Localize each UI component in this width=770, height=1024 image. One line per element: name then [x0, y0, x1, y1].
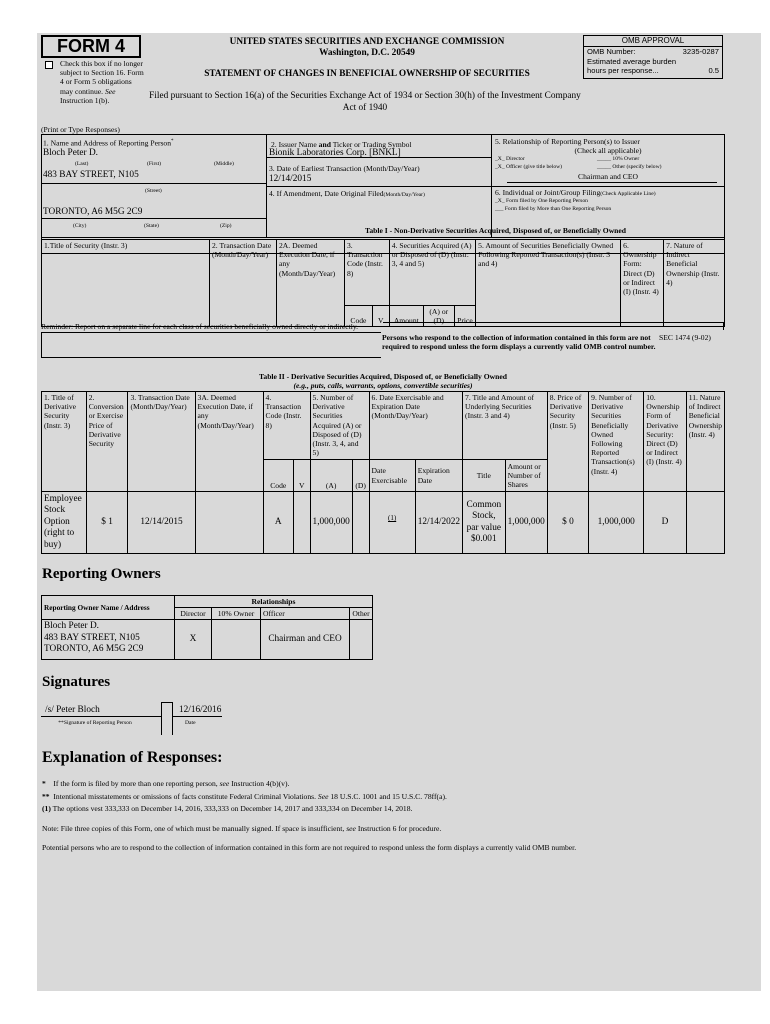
officer-option: _X_ Officer (give title below): [495, 164, 563, 170]
table2-col10-header: 10. Ownership Form of Derivative Security: Direct (D) or Indirect (I) (Instr. 4): [644, 392, 686, 492]
table1-col5-header: 5. Amount of Securities Beneficially Owned Following Reported Transaction(s) (Instr. 3 and 4): [476, 240, 621, 327]
reporting-person-label: 1. Name and Address of Reporting Person*: [43, 138, 174, 148]
table1-price: Price: [454, 306, 475, 327]
see-label: See: [104, 86, 116, 96]
earliest-transaction-label: 3. Date of Earliest Transaction (Month/Day/Year): [269, 164, 420, 173]
option-deemed-date: [195, 492, 263, 554]
option-disposed: [352, 492, 369, 554]
owner-name-header: Reporting Owner Name / Address: [42, 596, 175, 620]
issuer-name: Bionik Laboratories Corp. [BNKL]: [269, 148, 401, 158]
table2-title-sub: Title: [463, 460, 506, 492]
table2-amount-sub: Amount or Number of Shares: [505, 460, 547, 492]
table2-exp: Expiration Date: [415, 460, 462, 492]
reporting-owners-table: [41, 595, 373, 660]
option-v: [293, 492, 310, 554]
table2-col3-header: 3. Transaction Date (Month/Day/Year): [128, 392, 195, 492]
check-box-text: Check this box if no longer subject to Section 16. Form 4 or Form 5 obligations may continue.: [60, 59, 144, 96]
signature-value: /s/ Peter Bloch: [45, 705, 100, 715]
first-label: (First): [147, 161, 161, 167]
table2-col11-header: 11. Nature of Indirect Beneficial Ownership (Instr. 4): [686, 392, 724, 492]
option-title: Employee Stock Option (right to buy): [42, 492, 87, 554]
signature-date: 12/16/2016: [179, 705, 222, 715]
table1-col3-header: 3. Transaction Code (Instr. 8): [345, 240, 390, 306]
table1-col2a-header: 2A. Deemed Execution Date, if any (Month/Day/Year): [277, 240, 345, 327]
reporting-owners-heading: Reporting Owners: [42, 566, 161, 582]
table2-col2-header: 2. Conversion or Exercise Price of Derivative Security: [86, 392, 128, 492]
director-mark: _X_: [495, 156, 505, 162]
footnote-1-link[interactable]: (1): [388, 514, 397, 523]
option-exercisable-cell: [369, 492, 415, 554]
persons-notice: Persons who respond to the collection of information contained in this form are not required to respond unless the form displays a currently valid OMB control number.: [382, 333, 656, 352]
other-header: Other: [350, 608, 373, 620]
form-title: FORM 4: [56, 36, 125, 56]
table1-amount: Amount: [389, 306, 423, 327]
omb-approval-box: [583, 35, 723, 79]
owned-following: 1,000,000: [589, 492, 644, 554]
reporting-person-name: Bloch Peter D.: [43, 148, 98, 158]
explanation-line3: (1) The options vest 333,333 on December 14, 2016, 333,333 on December 14, 2017 and 333,334 on December 14, 2018.: [42, 804, 413, 813]
table2-col9-header: 9. Number of Derivative Securities Beneficially Owned Following Reported Transaction(s) (Instr. 4): [589, 392, 644, 492]
table1-col2-header: 2. Transaction Date (Month/Day/Year): [210, 240, 277, 327]
zip-label: (Zip): [220, 223, 232, 229]
table2-row: [42, 492, 725, 554]
owner-officer: Chairman and CEO: [261, 620, 350, 660]
underlying-title: Common Stock, par value $0.001: [463, 492, 506, 554]
omb-hours-value: 0.5: [708, 66, 719, 75]
relationship-check-label: (Check all applicable): [574, 146, 642, 155]
owner-name: Bloch Peter D.: [44, 621, 99, 632]
table2-code: Code: [263, 460, 293, 492]
omb-number-row: [584, 47, 722, 57]
relationship-label: 5. Relationship of Reporting Person(s) to Issuer: [495, 137, 640, 146]
explanation-line2: ** Intentional misstatements or omissions of facts constitute Federal Criminal Violations. See 18 U.S.C. 1001 and 15 U.S.C. 78ff(a).: [42, 792, 447, 801]
asterisk-note: *: [171, 139, 174, 144]
table1-code: Code: [345, 306, 373, 327]
city-label: (City): [73, 223, 87, 229]
sec-number: SEC 1474 (9-02): [659, 333, 711, 342]
table1-title: Table I - Non-Derivative Securities Acquired, Disposed of, or Beneficially Owned: [365, 226, 626, 235]
explanation-line1: * If the form is filed by more than one reporting person, see Instruction 4(b)(v).: [42, 779, 290, 788]
omb-number-value: 3235-0287: [682, 47, 719, 56]
officer-mark: _X_: [495, 164, 505, 170]
explanation-heading: Explanation of Responses:: [42, 749, 223, 766]
signature-caption-mark: **: [58, 720, 64, 726]
omb-hours-label: hours per response...: [587, 66, 659, 75]
filed-pursuant-text: Filed pursuant to Section 16(a) of the Securities Exchange Act of 1934 or Section 30(h) of the Investment Company Act of 1940: [149, 91, 581, 113]
omb-number-label: OMB Number:: [587, 47, 636, 56]
potential-persons-text: Potential persons who are to respond to the collection of information contained in this form are not required to respond unless the form displays a currently valid OMB number.: [42, 843, 577, 852]
table2-v: V: [293, 460, 310, 492]
table1: [41, 239, 725, 327]
filing-more-option: ___ Form filed by More than One Reporting Person: [495, 206, 612, 212]
agency-location: Washington, D.C. 20549: [319, 48, 415, 58]
owner-city: TORONTO, A6 M5G 2C9: [44, 644, 144, 655]
table2-col8-header: 8. Price of Derivative Security (Instr. 5): [547, 392, 588, 492]
form-page: [37, 33, 761, 991]
director-header: Director: [175, 608, 212, 620]
omb-hours-row: [584, 66, 722, 76]
signature-caption: **Signature of Reporting Person: [58, 720, 132, 726]
table1-v: V: [372, 306, 389, 327]
table2-col1-header: 1. Title of Derivative Security (Instr. 3): [42, 392, 87, 492]
reporting-person-city: TORONTO, A6 M5G 2C9: [43, 207, 143, 217]
amendment-label: 4. If Amendment, Date Original Filed(Month/Day/Year): [269, 189, 425, 198]
table1-col7-header: 7. Nature of Indirect Beneficial Ownership (Instr. 4): [664, 240, 725, 327]
owner-street: 483 BAY STREET, N105: [44, 632, 140, 643]
option-date: 12/14/2015: [128, 492, 195, 554]
omb-title: OMB APPROVAL: [584, 36, 722, 47]
print-or-type: (Print or Type Responses): [41, 125, 120, 134]
agency-name: UNITED STATES SECURITIES AND EXCHANGE COMMISSION: [229, 37, 505, 47]
table2-subtitle: (e.g., puts, calls, warrants, options, convertible securities): [293, 381, 473, 390]
director-option: _X_ Director: [495, 156, 525, 162]
option-code: A: [263, 492, 293, 554]
last-label: (Last): [75, 161, 89, 167]
statement-title: STATEMENT OF CHANGES IN BENEFICIAL OWNERSHIP OF SECURITIES: [204, 69, 530, 79]
form-title-box: [41, 35, 141, 58]
nature-of-ownership: [686, 492, 724, 554]
table1-col6-header: 6. Ownership Form: Direct (D) or Indirect (I) (Instr. 4): [621, 240, 664, 327]
table2-col7-header: 7. Title and Amount of Underlying Securities (Instr. 3 and 4): [463, 392, 548, 460]
other-option: _____ Other (specify below): [597, 164, 662, 170]
note-text: Note: File three copies of this Form, one of which must be manually signed. If space is insufficient, see Instruction 6 for procedure.: [42, 824, 442, 833]
table1-aord: (A) or (D): [423, 306, 454, 327]
date-caption: Date: [185, 720, 196, 726]
owner-row: [42, 620, 373, 660]
underlying-amount: 1,000,000: [505, 492, 547, 554]
table2: [41, 391, 725, 554]
table1-col1-header: 1.Title of Security (Instr. 3): [42, 240, 210, 327]
instruction-ref: Instruction 1(b).: [60, 95, 110, 105]
table2-col5-header: 5. Number of Derivative Securities Acquired (A) or Disposed of (D) (Instr. 3, 4, and 5): [310, 392, 369, 460]
no-longer-subject-checkbox[interactable]: [45, 61, 53, 69]
ten-pct-header: 10% Owner: [212, 608, 261, 620]
owner-address-cell: [42, 620, 175, 660]
filing-one-mark: _X_: [495, 198, 505, 204]
owner-ten-pct: [212, 620, 261, 660]
derivative-price: $ 0: [547, 492, 588, 554]
ten-pct-option: _____ 10% Owner: [597, 156, 640, 162]
officer-title: Chairman and CEO: [578, 172, 638, 181]
table2-col6-header: 6. Date Exercisable and Expiration Date (Month/Day/Year): [369, 392, 463, 460]
ownership-form: D: [644, 492, 686, 554]
reminder-text: Reminder: Report on a separate line for each class of securities beneficially owned directly or indirectly.: [41, 322, 359, 331]
option-acquired: 1,000,000: [310, 492, 352, 554]
table2-date-ex: Date Exercisable: [369, 460, 415, 492]
table2-col4-header: 4. Transaction Code (Instr. 8): [263, 392, 310, 460]
check-box-instructions: [60, 59, 146, 105]
table1-col4-header: 4. Securities Acquired (A) or Disposed of (D) (Instr. 3, 4 and 5): [389, 240, 475, 306]
table2-title: Table II - Derivative Securities Acquired, Disposed of, or Beneficially Owned: [259, 372, 507, 381]
state-label: (State): [144, 223, 159, 229]
signatures-heading: Signatures: [42, 674, 111, 690]
filing-one-option: _X_ Form filed by One Reporting Person: [495, 198, 588, 204]
reporting-person-street: 483 BAY STREET, N105: [43, 170, 139, 180]
issuer-label: 2. Issuer Name and Ticker or Trading Symbol: [271, 140, 412, 149]
middle-label: (Middle): [214, 161, 234, 167]
filing-label: 6. Individual or Joint/Group Filing(Check Applicable Line): [495, 188, 656, 197]
option-price: $ 1: [86, 492, 128, 554]
owner-director: X: [175, 620, 212, 660]
officer-header: Officer: [261, 608, 350, 620]
relationships-header: Relationships: [175, 596, 373, 608]
earliest-transaction-date: 12/14/2015: [269, 174, 312, 184]
reminder-left-box: [41, 332, 381, 358]
street-label: (Street): [145, 188, 162, 194]
omb-burden-label: Estimated average burden: [587, 56, 677, 66]
table2-d: (D): [352, 460, 369, 492]
owner-other: [350, 620, 373, 660]
table2-col3a-header: 3A. Deemed Execution Date, if any (Month/Day/Year): [195, 392, 263, 492]
option-expiration: 12/14/2022: [415, 492, 462, 554]
table2-a: (A): [310, 460, 352, 492]
